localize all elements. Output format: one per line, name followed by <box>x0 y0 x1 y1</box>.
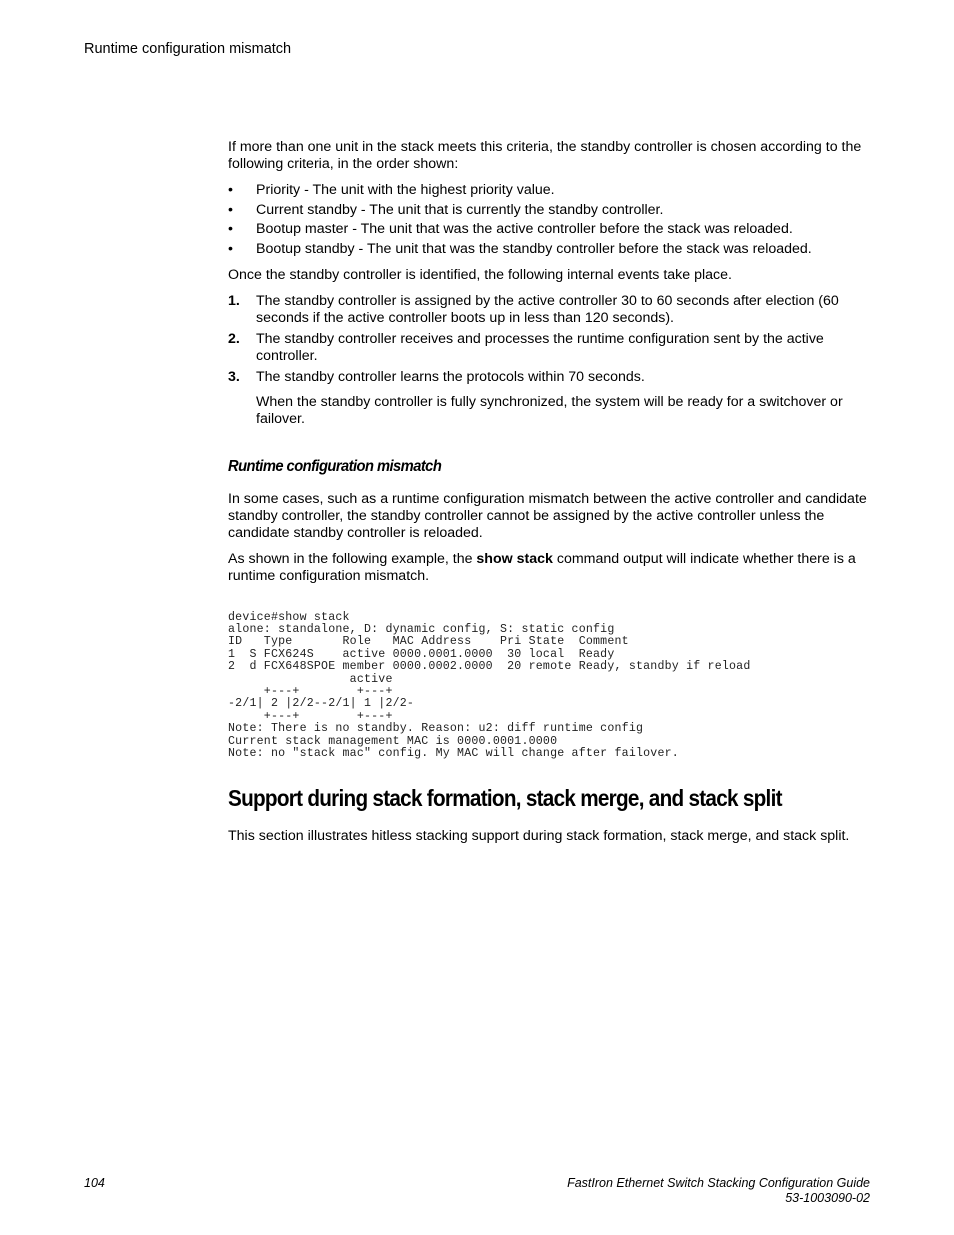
subsection-paragraph-2 <box>228 551 868 585</box>
criteria-list <box>228 182 868 258</box>
text-run: As shown in the following example, the <box>228 550 477 567</box>
subsection-heading: Runtime configuration mismatch <box>228 457 442 475</box>
subsection-paragraph: In some cases, such as a runtime configuration mismatch between the active controller and candidate standby controller, the standby controller cannot be assigned by the active controller unless the candidate standby controller is reloaded. <box>228 490 867 541</box>
list-item <box>228 369 868 386</box>
running-header: Runtime configuration mismatch <box>84 41 292 57</box>
section-heading: Support during stack formation, stack merge, and stack split <box>228 785 782 812</box>
events-intro: Once the standby controller is identified, the following internal events take place. <box>228 266 732 283</box>
text-run: command output will indicate whether there is a runtime configuration mismatch. <box>228 550 856 584</box>
code-example: device#show stack alone: standalone, D: dynamic config, S: static config ID Type Role MAC Address Pri State Comment 1 S FCX624S active 0000.0001.0000 30 local Ready 2 d FCX648SPOE member 0000.0002.0000 20 remote Ready, standby if reload active +---+ +---+ -2/1| 2 |2/2--2/1| 1 |2/2- +---+ +---+ Note: There is no standby. Reason: u2: diff runtime config Current stack management MAC is 0000.0001.0000 Note: no "stack mac" config. My MAC will change after failover. <box>228 610 751 760</box>
list-item: • Priority - The unit with the highest priority value. <box>228 182 868 199</box>
list-item: • Bootup master - The unit that was the active controller before the stack was reloaded. <box>228 221 868 238</box>
intro-paragraph: If more than one unit in the stack meets this criteria, the standby controller is chosen according to the following criteria, in the order shown: <box>228 139 862 172</box>
steps-list <box>228 293 868 386</box>
list-item: • Bootup standby - The unit that was the standby controller before the stack was reloaded. <box>228 241 868 258</box>
section-paragraph: This section illustrates hitless stacking support during stack formation, stack merge, and stack split. <box>228 828 850 845</box>
step-text: The standby controller is assigned by the active controller 30 to 60 seconds after election (60 seconds if the active controller boots up in less than 120 seconds). <box>256 292 839 326</box>
list-item: • Current standby - The unit that is currently the standby controller. <box>228 202 868 219</box>
step-number: 1. <box>228 292 240 309</box>
list-item <box>228 293 868 327</box>
page-content <box>228 139 868 845</box>
step-note: When the standby controller is fully synchronized, the system will be ready for a switchover or failover. <box>256 393 843 427</box>
command-name: show stack <box>476 550 553 567</box>
step-number: 2. <box>228 330 240 347</box>
step-number: 3. <box>228 368 240 385</box>
footer-doc-info <box>567 1176 870 1206</box>
list-item <box>228 331 868 365</box>
page-number: 104 <box>84 1176 105 1190</box>
step-text: The standby controller receives and processes the runtime configuration sent by the active controller. <box>256 330 824 364</box>
step-text: The standby controller learns the protocols within 70 seconds. <box>256 368 645 385</box>
doc-title: FastIron Ethernet Switch Stacking Configuration Guide <box>567 1176 870 1190</box>
doc-number: 53-1003090-02 <box>785 1191 870 1205</box>
